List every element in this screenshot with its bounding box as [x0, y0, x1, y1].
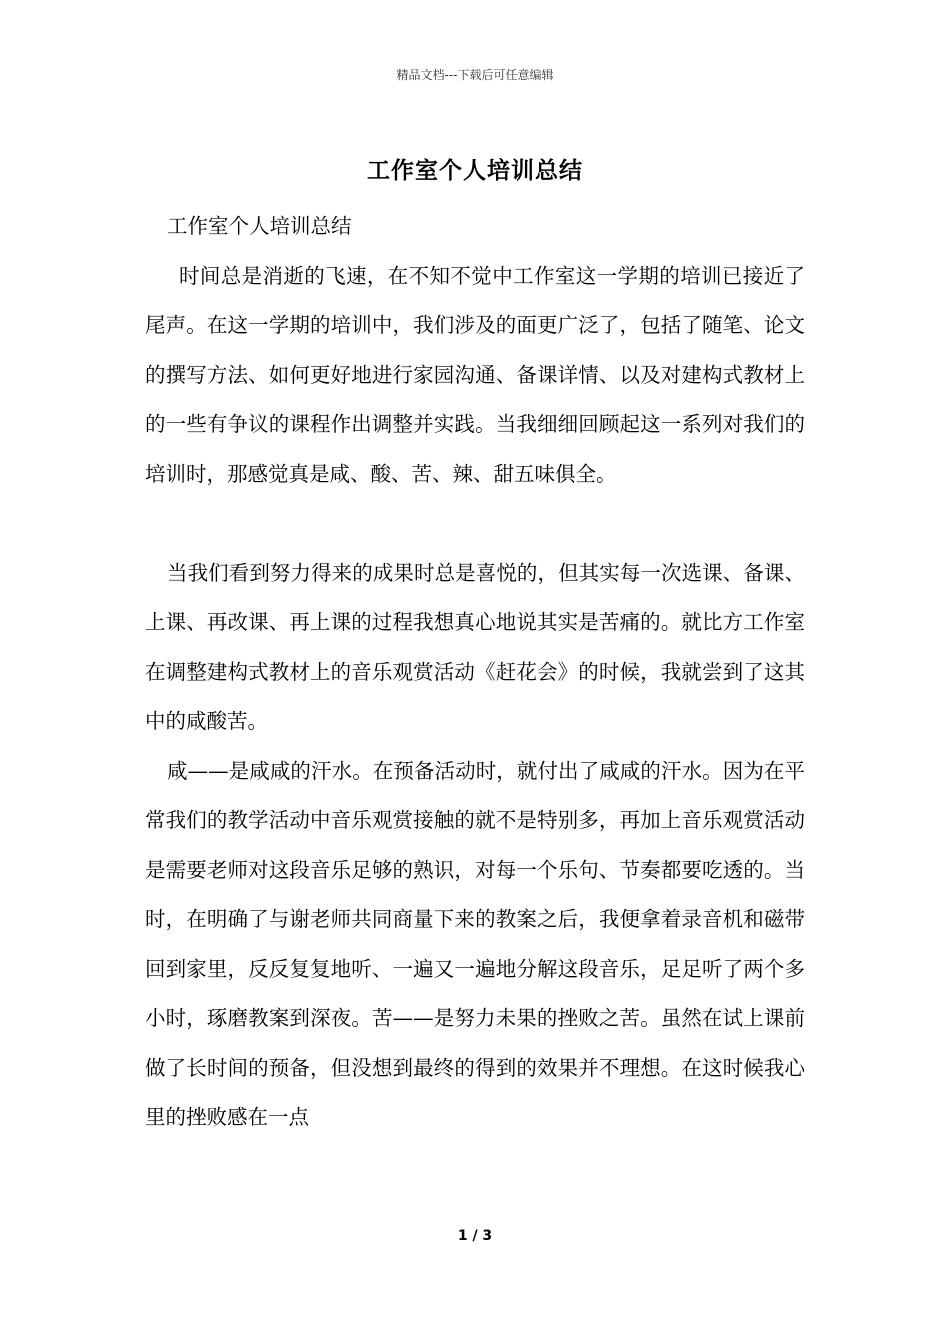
document-body: [145, 202, 805, 1143]
document-title: 工作室个人培训总结: [367, 157, 583, 184]
page-number: 1 / 3: [457, 1228, 493, 1244]
page-header: 精品文档---下载后可任意编辑: [396, 68, 554, 82]
body-paragraph-2: 当我们看到努力得来的成果时总是喜悦的，但其实每一次选课、备课、上课、再改课、再上课的过程我想真心地说其实是苦痛的。就比方工作室在调整建构式教材上的音乐观赏活动《赶花会》的时候，我就尝到了这其中的咸酸苦。: [145, 560, 805, 733]
subtitle-paragraph: 工作室个人培训总结: [167, 214, 352, 238]
body-paragraph-3: 咸——是咸咸的汗水。在预备活动时，就付出了咸咸的汗水。因为在平常我们的教学活动中音乐观赏接触的就不是特别多，再加上音乐观赏活动是需要老师对这段音乐足够的熟识，对每一个乐句、节奏都要吃透的。当时，在明确了与谢老师共同商量下来的教案之后，我便拿着录音机和磁带回到家里，反反复复地听、一遍又一遍地分解这段音乐，足足听了两个多小时，琢磨教案到深夜。苦——是努力未果的挫败之苦。虽然在试上课前做了长时间的预备，但没想到最终的得到的效果并不理想。在这时候我心里的挫败感在一点: [145, 758, 805, 1129]
paragraph-spacer: [145, 499, 805, 549]
body-paragraph-1: 时间总是消逝的飞速，在不知不觉中工作室这一学期的培训已接近了尾声。在这一学期的培训中，我们涉及的面更广泛了，包括了随笔、论文的撰写方法、如何更好地进行家园沟通、备课详情、以及对建构式教材上的一些有争议的课程作出调整并实践。当我细细回顾起这一系列对我们的培训时，那感觉真是咸、酸、苦、辣、甜五味俱全。: [145, 263, 805, 486]
